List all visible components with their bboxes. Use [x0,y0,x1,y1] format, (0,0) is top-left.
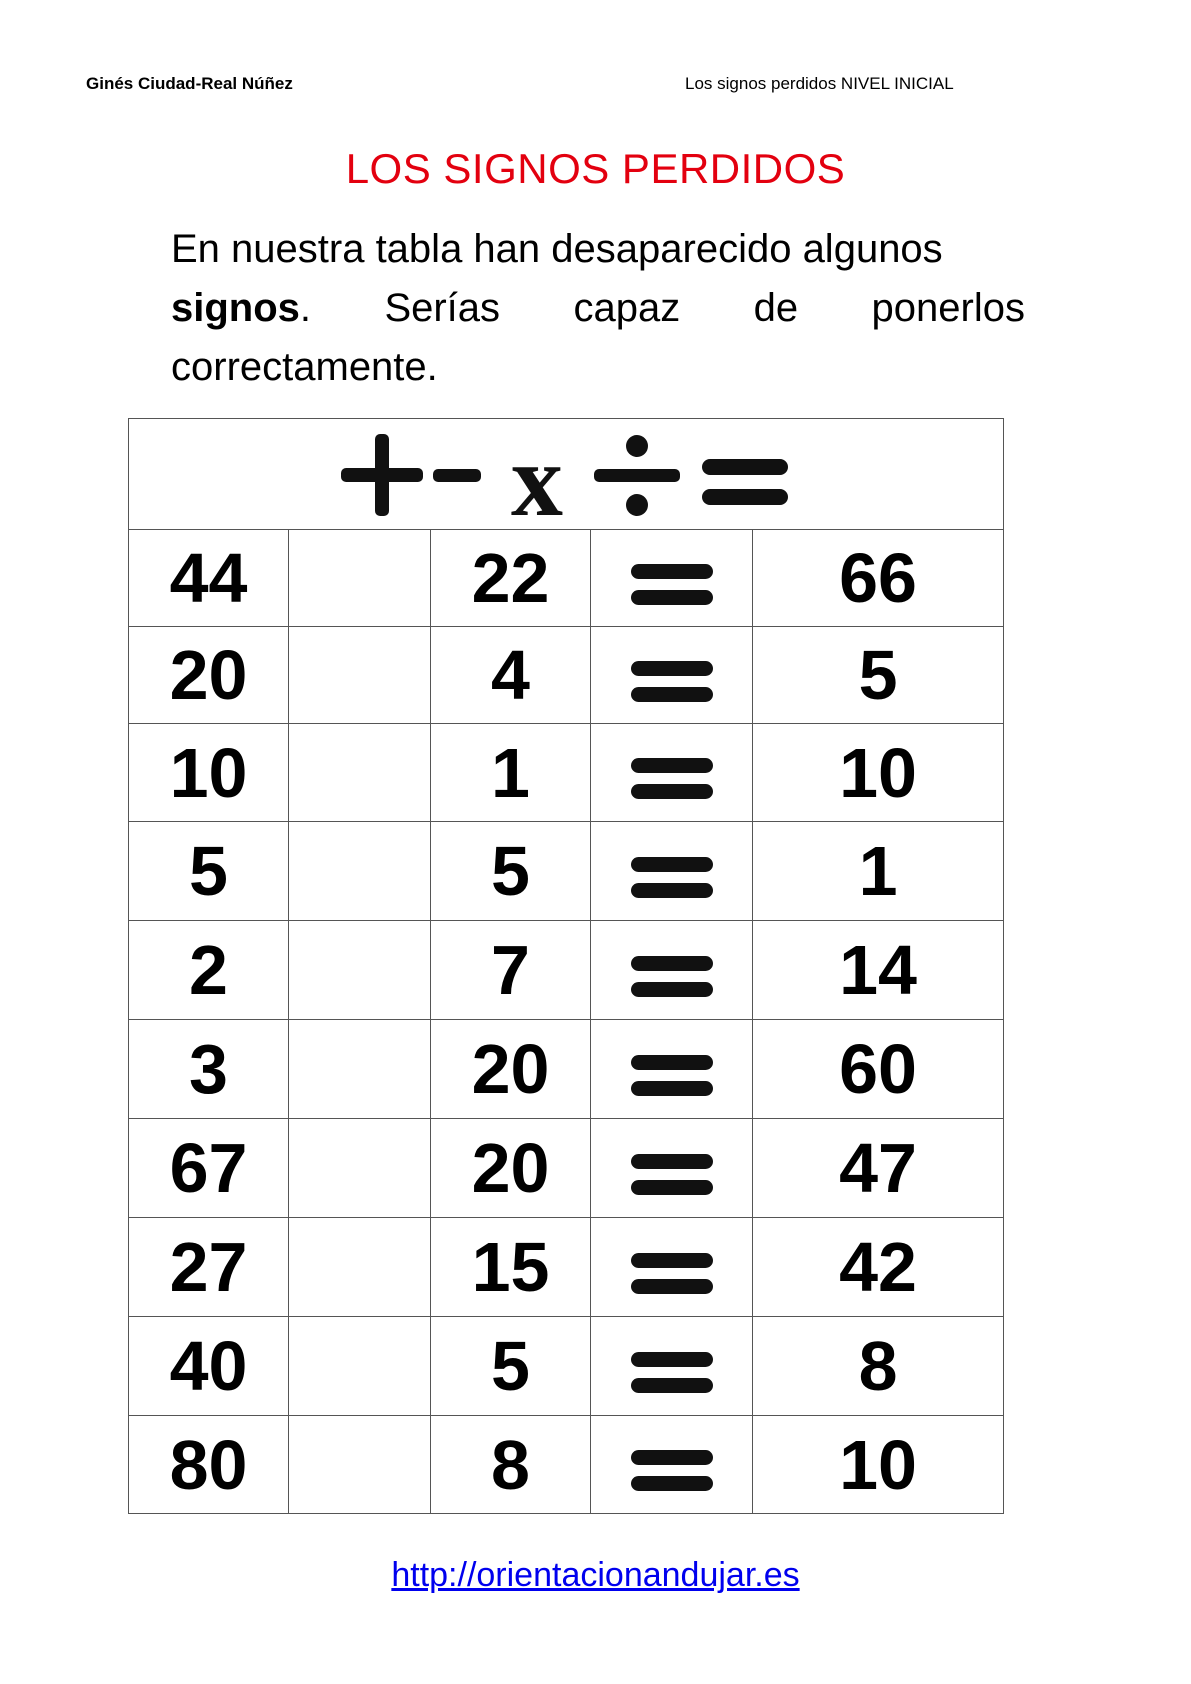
missing-sign-blank[interactable] [289,627,431,724]
operand-b: 20 [431,1020,591,1119]
equals-cell [591,1416,753,1514]
equals-icon [629,1146,715,1202]
equals-icon [629,1442,715,1498]
operand-b: 8 [431,1416,591,1514]
table-row [129,1218,1004,1317]
operand-a: 2 [129,921,289,1020]
equals-cell [591,627,753,724]
table-row [129,1119,1004,1218]
equals-icon [629,849,715,905]
operand-a: 5 [129,822,289,921]
result: 10 [753,724,1004,822]
operand-a: 3 [129,1020,289,1119]
intro-word: Serías [384,286,501,330]
missing-sign-blank[interactable] [289,1416,431,1514]
equals-icon [629,948,715,1004]
operand-b: 4 [431,627,591,724]
missing-sign-blank[interactable] [289,1218,431,1317]
equals-icon [629,556,715,612]
table-row [129,822,1004,921]
equals-cell [591,724,753,822]
table-row [129,1317,1004,1416]
operand-b: 20 [431,1119,591,1218]
result: 60 [753,1020,1004,1119]
intro-word: de [753,286,799,330]
operand-a: 67 [129,1119,289,1218]
page-title: LOS SIGNOS PERDIDOS [345,145,846,192]
result: 66 [753,530,1004,627]
equals-icon [629,750,715,806]
missing-sign-blank[interactable] [289,724,431,822]
result: 14 [753,921,1004,1020]
footer-link[interactable]: http://orientacionandujar.es [391,1556,800,1594]
equals-icon [629,1245,715,1301]
missing-sign-blank[interactable] [289,1119,431,1218]
header-doc-title: Los signos perdidos NIVEL INICIAL [685,74,954,93]
missing-sign-blank[interactable] [289,1317,431,1416]
equals-cell [591,822,753,921]
operand-b: 22 [431,530,591,627]
operand-a: 27 [129,1218,289,1317]
result: 1 [753,822,1004,921]
svg-text:x: x [510,423,563,529]
signs-header-cell [129,419,1004,530]
math-signs-icon [339,419,794,529]
result: 47 [753,1119,1004,1218]
missing-sign-blank[interactable] [289,1020,431,1119]
equals-cell [591,530,753,627]
intro-line-2: signos. Serías capaz de ponerlos [171,279,1025,338]
result: 8 [753,1317,1004,1416]
intro-bold-word: signos [171,286,300,330]
result: 42 [753,1218,1004,1317]
intro-word: ponerlos [871,286,1025,330]
equals-icon [629,1047,715,1103]
intro-paragraph [171,220,1025,397]
result: 10 [753,1416,1004,1514]
table-row [129,530,1004,627]
operand-b: 7 [431,921,591,1020]
equals-cell [591,921,753,1020]
operand-a: 40 [129,1317,289,1416]
equals-icon [629,1344,715,1400]
equals-icon [629,653,715,709]
intro-word: capaz [573,286,681,330]
intro-line-3: correctamente. [171,345,438,389]
operand-a: 10 [129,724,289,822]
equals-cell [591,1317,753,1416]
equals-cell [591,1119,753,1218]
operand-b: 1 [431,724,591,822]
operand-b: 5 [431,1317,591,1416]
operand-a: 80 [129,1416,289,1514]
operand-a: 20 [129,627,289,724]
missing-sign-blank[interactable] [289,921,431,1020]
operand-a: 44 [129,530,289,627]
header-author: Ginés Ciudad-Real Núñez [86,74,293,93]
table-row [129,1416,1004,1514]
table-row [129,921,1004,1020]
operand-b: 15 [431,1218,591,1317]
equals-cell [591,1020,753,1119]
intro-line-1: En nuestra tabla han desaparecido algunos [171,227,943,271]
missing-sign-blank[interactable] [289,822,431,921]
table-row [129,724,1004,822]
missing-sign-blank[interactable] [289,530,431,627]
table-row [129,1020,1004,1119]
signs-table [128,418,1004,1514]
operand-b: 5 [431,822,591,921]
table-row [129,627,1004,724]
equals-cell [591,1218,753,1317]
result: 5 [753,627,1004,724]
